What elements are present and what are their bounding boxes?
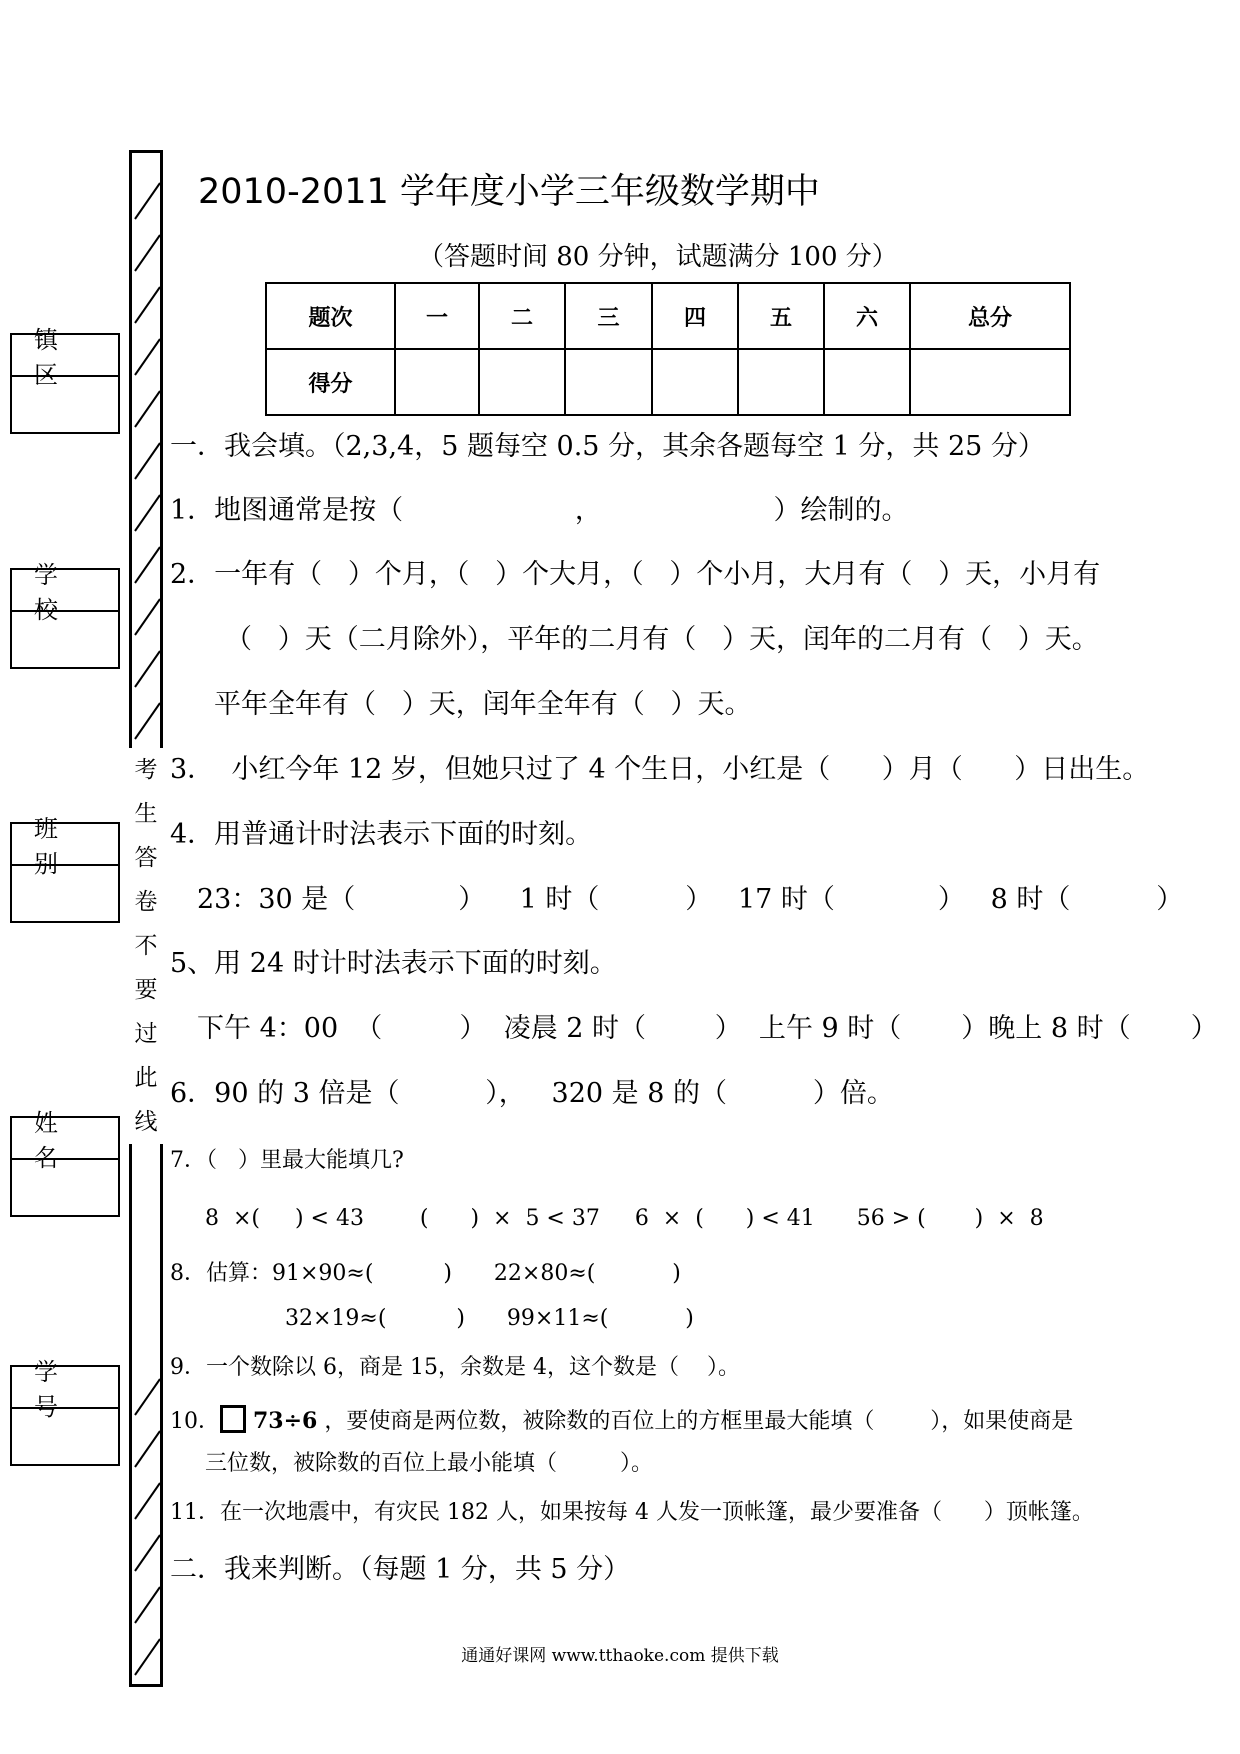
page-subtitle: （答题时间 80 分钟，试题满分 100 分） xyxy=(418,242,898,272)
question-5: 5、用 24 时计时法表示下面的时刻。 xyxy=(170,948,617,979)
section-heading-2: 二．我来判断。（每题 1 分，共 5 分） xyxy=(170,1554,631,1585)
question-10 xyxy=(170,1405,1073,1433)
field-label: 学校 xyxy=(12,570,118,612)
question-8-line-2: 32×19≈( ) 99×11≈( ) xyxy=(285,1306,694,1331)
warning-char: 卷 xyxy=(134,889,158,915)
question-8: 8．估算：91×90≈( ) 22×80≈( ) xyxy=(170,1261,681,1286)
question-6: 6．90 的 3 倍是（ ）， 320 是 8 的（ ）倍。 xyxy=(170,1078,894,1109)
score-input-3[interactable] xyxy=(565,349,652,415)
score-input-6[interactable] xyxy=(824,349,910,415)
question-5-items: 下午 4：00 （ ） 凌晨 2 时（ ） 上午 9 时（ ）晚上 8 时（ ） xyxy=(197,1013,1218,1044)
question-9: 9．一个数除以 6，商是 15，余数是 4，这个数是（ ）。 xyxy=(170,1355,740,1380)
warning-char: 线 xyxy=(134,1109,158,1135)
score-input-5[interactable] xyxy=(738,349,824,415)
field-name xyxy=(10,1109,120,1217)
field-label: 学号 xyxy=(12,1367,118,1409)
warning-char: 考 xyxy=(134,757,158,783)
field-label: 镇区 xyxy=(12,335,118,377)
question-11: 11．在一次地震中，有灾民 182 人，如果按每 4 人发一顶帐篷，最少要准备（ ）顶帐篷。 xyxy=(170,1500,1094,1525)
table-row xyxy=(266,349,1070,415)
question-10-expression: 73÷6 xyxy=(253,1408,318,1434)
question-1: 1．地图通常是按（ ， ）绘制的。 xyxy=(170,495,909,526)
field-town xyxy=(10,326,120,434)
warning-char: 生 xyxy=(134,801,158,827)
page-title: 2010-2011 学年度小学三年级数学期中 xyxy=(198,172,820,212)
table-cell: 题次 xyxy=(266,283,395,349)
warning-char: 要 xyxy=(134,977,158,1003)
warning-char: 此 xyxy=(134,1065,158,1091)
blank-box[interactable] xyxy=(220,1405,246,1433)
table-cell: 六 xyxy=(824,283,910,349)
question-3: 3． 小红今年 12 岁，但她只过了 4 个生日，小红是（ ）月（ ）日出生。 xyxy=(170,754,1150,785)
warning-char: 过 xyxy=(134,1021,158,1047)
warning-char: 不 xyxy=(134,933,158,959)
table-cell: 得分 xyxy=(266,349,395,415)
field-label: 姓名 xyxy=(12,1118,118,1160)
table-cell: 总分 xyxy=(910,283,1070,349)
question-7: 7．（ ）里最大能填几? xyxy=(170,1148,404,1173)
field-school xyxy=(10,561,120,669)
table-cell: 二 xyxy=(479,283,565,349)
score-input-2[interactable] xyxy=(479,349,565,415)
question-2-line-3: 平年全年有（ ）天，闰年全年有（ ）天。 xyxy=(214,689,752,720)
question-2: 2．一年有（ ）个月，（ ）个大月，（ ）个小月，大月有（ ）天，小月有 xyxy=(170,559,1101,590)
question-7-items: 8 ×( ) < 43 ( ) × 5 < 37 6 × ( ) < 41 56 > ( ) × 8 xyxy=(205,1206,1044,1231)
score-input-4[interactable] xyxy=(652,349,738,415)
question-4: 4．用普通计时法表示下面的时刻。 xyxy=(170,819,593,850)
question-4-items: 23：30 是（ ） 1 时（ ） 17 时（ ） 8 时（ ） xyxy=(197,884,1184,915)
score-input-total[interactable] xyxy=(910,349,1070,415)
question-10-line-2: 三位数，被除数的百位上最小能填（ ）。 xyxy=(205,1451,653,1476)
question-2-line-2: （ ）天（二月除外），平年的二月有（ ）天，闰年的二月有（ ）天。 xyxy=(225,624,1099,655)
section-heading: 一．我会填。（2,3,4，5 题每空 0.5 分，其余各题每空 1 分，共 25 分） xyxy=(170,431,1045,462)
question-10-number: 10． xyxy=(170,1409,220,1434)
table-row xyxy=(266,283,1070,349)
table-cell: 四 xyxy=(652,283,738,349)
warning-char: 答 xyxy=(134,845,158,871)
field-label: 班别 xyxy=(12,824,118,866)
field-student-id xyxy=(10,1358,120,1466)
score-table xyxy=(265,282,1071,416)
footer-text: 通通好课网 www.tthaoke.com 提供下载 xyxy=(461,1646,779,1666)
question-10-text: ，要使商是两位数，被除数的百位上的方框里最大能填（ ），如果使商是 xyxy=(324,1409,1074,1434)
field-class xyxy=(10,815,120,923)
table-cell: 五 xyxy=(738,283,824,349)
table-cell: 一 xyxy=(395,283,479,349)
binding-warning xyxy=(129,748,163,1144)
score-input-1[interactable] xyxy=(395,349,479,415)
table-cell: 三 xyxy=(565,283,652,349)
